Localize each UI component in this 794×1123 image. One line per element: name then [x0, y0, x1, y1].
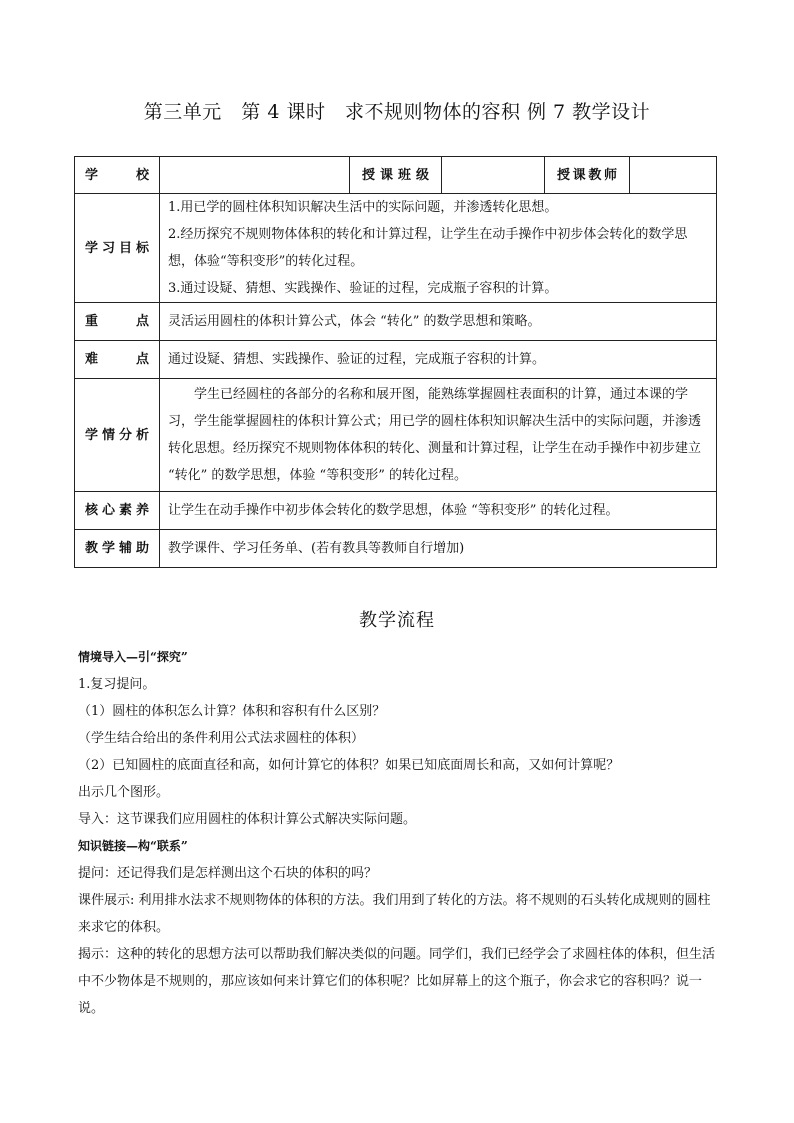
school-value: [160, 157, 350, 194]
class-value: [442, 157, 545, 194]
flow-paragraph: （1）圆柱的体积怎么计算？体积和容积有什么区别？: [78, 704, 386, 719]
flow-paragraph: 揭示：这种的转化的思想方法可以帮助我们解决类似的问题。同学们，我们已经学会了求圆柱体的体积，但生活中不少物体是不规则的，那应该如何来计算它们的体积呢？比如屏幕上的这个瓶子，你会求它的容积吗？说一说。: [78, 947, 716, 1016]
lesson-info-table: [74, 156, 717, 568]
goals-label: 学习目标: [75, 194, 160, 303]
class-label: 授课班级: [350, 157, 442, 194]
goals-row: [75, 194, 717, 303]
teaching-flow: [78, 644, 718, 1022]
flow-paragraph: 出示几个图形。: [78, 785, 170, 800]
analysis-label: 学情分析: [75, 379, 160, 492]
teaching-aids-row: [75, 530, 717, 568]
difficulty-label: 难 点: [75, 341, 160, 379]
school-row: [75, 157, 717, 194]
section-title: 教学流程: [359, 610, 435, 631]
goal-item: 2.经历探究不规则物体体积的转化和计算过程，让学生在动手操作中初步体会转化的数学思想，体验“等积变形”的转化过程。: [168, 227, 688, 269]
document-title: 第三单元 第 4 课时 求不规则物体的容积 例 7 教学设计: [143, 101, 651, 123]
flow-paragraph: （学生结合给出的条件利用公式法求圆柱的体积）: [78, 731, 365, 746]
key-point-label: 重 点: [75, 303, 160, 341]
flow-heading: 情境导入—引“探究”: [78, 650, 188, 664]
teacher-label: 授课教师: [545, 157, 630, 194]
flow-heading: 知识链接—构“联系”: [78, 839, 188, 853]
analysis-row: [75, 379, 717, 492]
goals-cell: [160, 194, 717, 303]
core-literacy-row: [75, 492, 717, 530]
analysis-value: 学生已经圆柱的各部分的名称和展开图，能熟练掌握圆柱表面积的计算，通过本课的学习，学生能掌握圆柱的体积计算公式；用已学的圆柱体积知识解决生活中的实际问题，并渗透转化思想。经历探究不规则物体体积的转化、测量和计算过程，让学生在动手操作中初步建立 “转化” 的数学思想，体验 “等积变形” 的转化过程。: [160, 379, 717, 492]
teacher-value: [630, 157, 717, 194]
teaching-aids-value: 教学课件、学习任务单、(若有教具等教师自行增加): [160, 530, 717, 568]
key-point-row: [75, 303, 717, 341]
teaching-aids-label: 教学辅助: [75, 530, 160, 568]
core-literacy-label: 核心素养: [75, 492, 160, 530]
flow-paragraph: 导入：这节课我们应用圆柱的体积计算公式解决实际问题。: [78, 812, 417, 827]
flow-paragraph: 课件展示: 利用排水法求不规则物体的体积的方法。我们用到了转化的方法。将不规则的石头转化成规则的圆柱来求它的体积。: [78, 893, 711, 935]
flow-paragraph: （2）已知圆柱的底面直径和高，如何计算它的体积？如果已知底面周长和高，又如何计算呢？: [78, 758, 620, 773]
difficulty-value: 通过设疑、猜想、实践操作、验证的过程，完成瓶子容积的计算。: [160, 341, 717, 379]
school-label: 学 校: [75, 157, 160, 194]
flow-paragraph: 提问：还记得我们是怎样测出这个石块的体积的吗？: [78, 866, 378, 881]
flow-paragraph: 1.复习提问。: [78, 677, 156, 692]
core-literacy-value: 让学生在动手操作中初步体会转化的数学思想，体验 “等积变形” 的转化过程。: [160, 492, 717, 530]
goal-item: 3.通过设疑、猜想、实践操作、验证的过程，完成瓶子容积的计算。: [168, 281, 558, 296]
difficulty-row: [75, 341, 717, 379]
key-point-value: 灵活运用圆柱的体积计算公式，体会 “转化” 的数学思想和策略。: [160, 303, 717, 341]
goal-item: 1.用已学的圆柱体积知识解决生活中的实际问题，并渗透转化思想。: [168, 200, 558, 215]
